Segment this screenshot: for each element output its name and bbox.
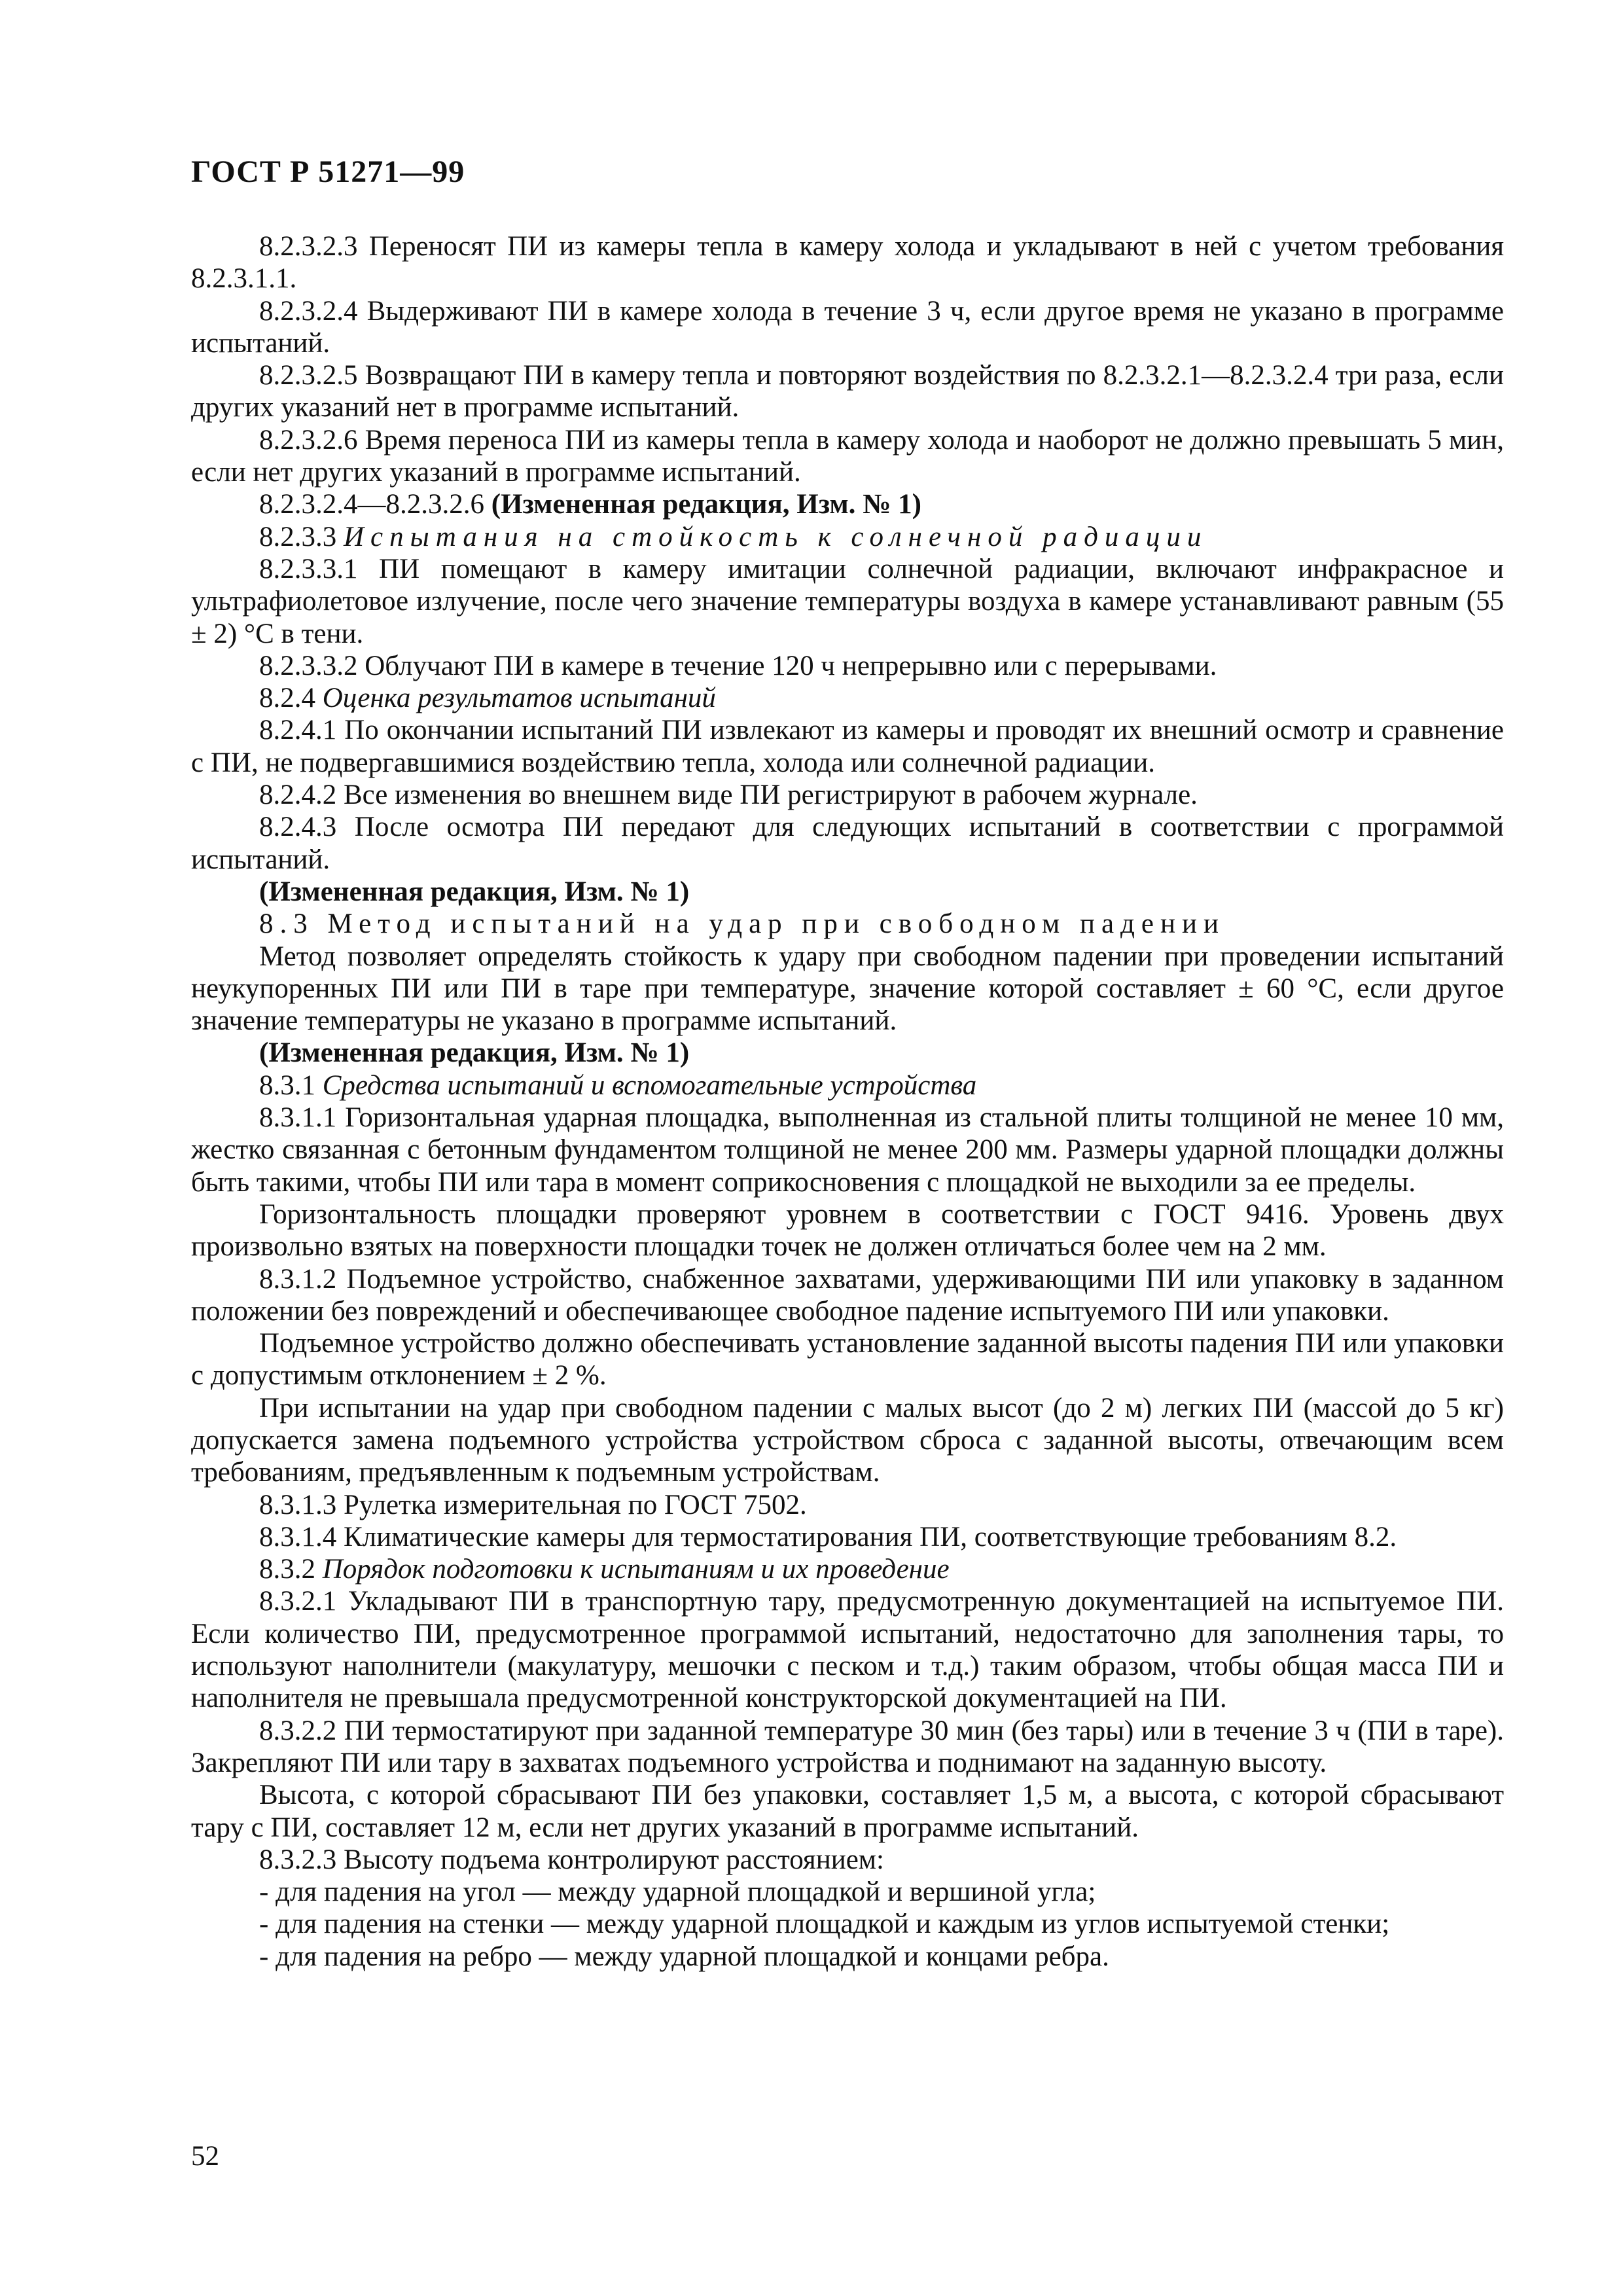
section-heading: 8.3 Метод испытаний на удар при свободном падении [259,908,1226,940]
subsection-title: Порядок подготовки к испытаниям и их проведение [322,1554,950,1585]
clause-number: 8.3.1 [259,1069,323,1101]
paragraph: 8.2.3.2.6 Время переноса ПИ из камеры тепла в камеру холода и наоборот не должно превышать 5 мин, если нет других указаний в программе испытаний. [191,424,1504,488]
paragraph: 8.2.3.2.5 Возвращают ПИ в камеру тепла и повторяют воздействия по 8.2.3.2.1—8.2.3.2.4 три раза, если других указаний нет в программе испытаний. [191,360,1504,423]
paragraph: 8.2.3.2.3 Переносят ПИ из камеры тепла в камеру холода и укладывают в ней с учетом требования 8.2.3.1.1. [191,231,1504,295]
amendment-note: (Измененная редакция, Изм. № 1) [491,489,921,520]
paragraph: 8.2.3.3.2 Облучают ПИ в камере в течение 120 ч непрерывно или с перерывами. [259,650,1217,681]
paragraph: 8.3.2.2 ПИ термостатируют при заданной температуре 30 мин (без тары) или в течение 3 ч (ПИ в таре). Закрепляют ПИ или тару в захватах подъемного устройства и поднимают на заданную высоту. [191,1715,1504,1778]
paragraph: 8.2.3.3.1 ПИ помещают в камеру имитации солнечной радиации, включают инфракрасное и ультрафиолетовое излучение, после чего значение температуры воздуха в камере устанавливают равным (55 ± 2) °С в тени. [191,553,1504,649]
paragraph: 8.2.3.2.4 Выдерживают ПИ в камере холода в течение 3 ч, если другое время не указано в программе испытаний. [191,295,1504,359]
subsection-title: Оценка результатов испытаний [322,683,716,714]
subsection-title: Средства испытаний и вспомогательные устройства [322,1069,977,1101]
amendment-note: (Измененная редакция, Изм. № 1) [259,876,690,907]
paragraph: 8.3.1.1 Горизонтальная ударная площадка, выполненная из стальной плиты толщиной не менее 10 мм, жестко связанная с бетонным фундаментом толщиной не менее 200 мм. Размеры ударной площадки должны быть такими, чтобы ПИ или тара в момент соприкосновения с площадкой не выходили за ее пределы. [191,1102,1504,1198]
paragraph: Высота, с которой сбрасывают ПИ без упаковки, составляет 1,5 м, а высота, с которой сбрасывают тару с ПИ, составляет 12 м, если нет других указаний в программе испытаний. [191,1780,1504,1843]
paragraph: Метод позволяет определять стойкость к удару при свободном падении при проведении испытаний неукупоренных ПИ или ПИ в таре при температуре, значение которой составляет ± 60 °С, если другое значение температуры не указано в программе испытаний. [191,941,1504,1037]
paragraph: 8.3.1.2 Подъемное устройство, снабженное захватами, удерживающими ПИ или упаковку в заданном положении без повреждений и обеспечивающее свободное падение испытуемого ПИ или упаковки. [191,1263,1504,1327]
subsection-heading [191,1069,1504,1102]
clause-number: 8.2.3.3 [259,521,344,552]
paragraph: При испытании на удар при свободном падении с малых высот (до 2 м) легких ПИ (массой до 5 кг) допускается замена подъемного устройства устройством сброса с заданной высоты, отвечающим всем требованиям, предъявленным к подъемным устройствам. [191,1392,1504,1488]
paragraph [191,488,1504,520]
amendment-note: (Измененная редакция, Изм. № 1) [259,1037,690,1069]
subsection-heading [191,1553,1504,1585]
paragraph: 8.3.1.3 Рулетка измерительная по ГОСТ 7502. [259,1489,807,1520]
paragraph: 8.2.4.3 После осмотра ПИ передают для следующих испытаний в соответствии с программой испытаний. [191,812,1504,875]
paragraph: 8.3.2.3 Высоту подъема контролируют расстоянием: [259,1844,884,1875]
page-number: 52 [191,2141,219,2172]
list-item: - для падения на стенки — между ударной площадкой и каждым из углов испытуемой стенки; [259,1909,1390,1940]
list-item: - для падения на угол — между ударной площадкой и вершиной угла; [259,1876,1096,1908]
document-header: ГОСТ Р 51271—99 [191,154,465,189]
subsection-title: Испытания на стойкость к солнечной радиации [344,521,1208,552]
document-body [191,230,1504,1973]
clause-number: 8.3.2 [259,1554,323,1585]
clause-number: 8.2.3.2.4—8.2.3.2.6 [259,489,491,520]
paragraph: 8.2.4.2 Все изменения во внешнем виде ПИ регистрируют в рабочем журнале. [259,780,1198,811]
clause-number: 8.2.4 [259,683,323,714]
list-item: - для падения на ребро — между ударной площадкой и концами ребра. [259,1941,1109,1972]
paragraph: 8.2.4.1 По окончании испытаний ПИ извлекают из камеры и проводят их внешний осмотр и сравнение с ПИ, не подвергавшимися воздействию тепла, холода или солнечной радиации. [191,715,1504,778]
paragraph: Горизонтальность площадки проверяют уровнем в соответствии с ГОСТ 9416. Уровень двух произвольно взятых на поверхности площадки точек не должен отличаться более чем на 2 мм. [191,1198,1504,1263]
paragraph: Подъемное устройство должно обеспечивать установление заданной высоты падения ПИ или упаковки с допустимым отклонением ± 2 %. [191,1328,1504,1391]
subsection-heading [191,521,1504,553]
paragraph: 8.3.1.4 Климатические камеры для термостатирования ПИ, соответствующие требованиям 8.2. [259,1521,1397,1552]
subsection-heading [191,682,1504,714]
paragraph: 8.3.2.1 Укладывают ПИ в транспортную тару, предусмотренную документацией на испытуемое ПИ. Если количество ПИ, предусмотренное программой испытаний, недостаточно для заполнения тары, то используют наполнители (макулатуру, мешочки с песком и т.д.) таким образом, чтобы общая масса ПИ и наполнителя не превышала предусмотренной конструкторской документацией на ПИ. [191,1586,1504,1714]
